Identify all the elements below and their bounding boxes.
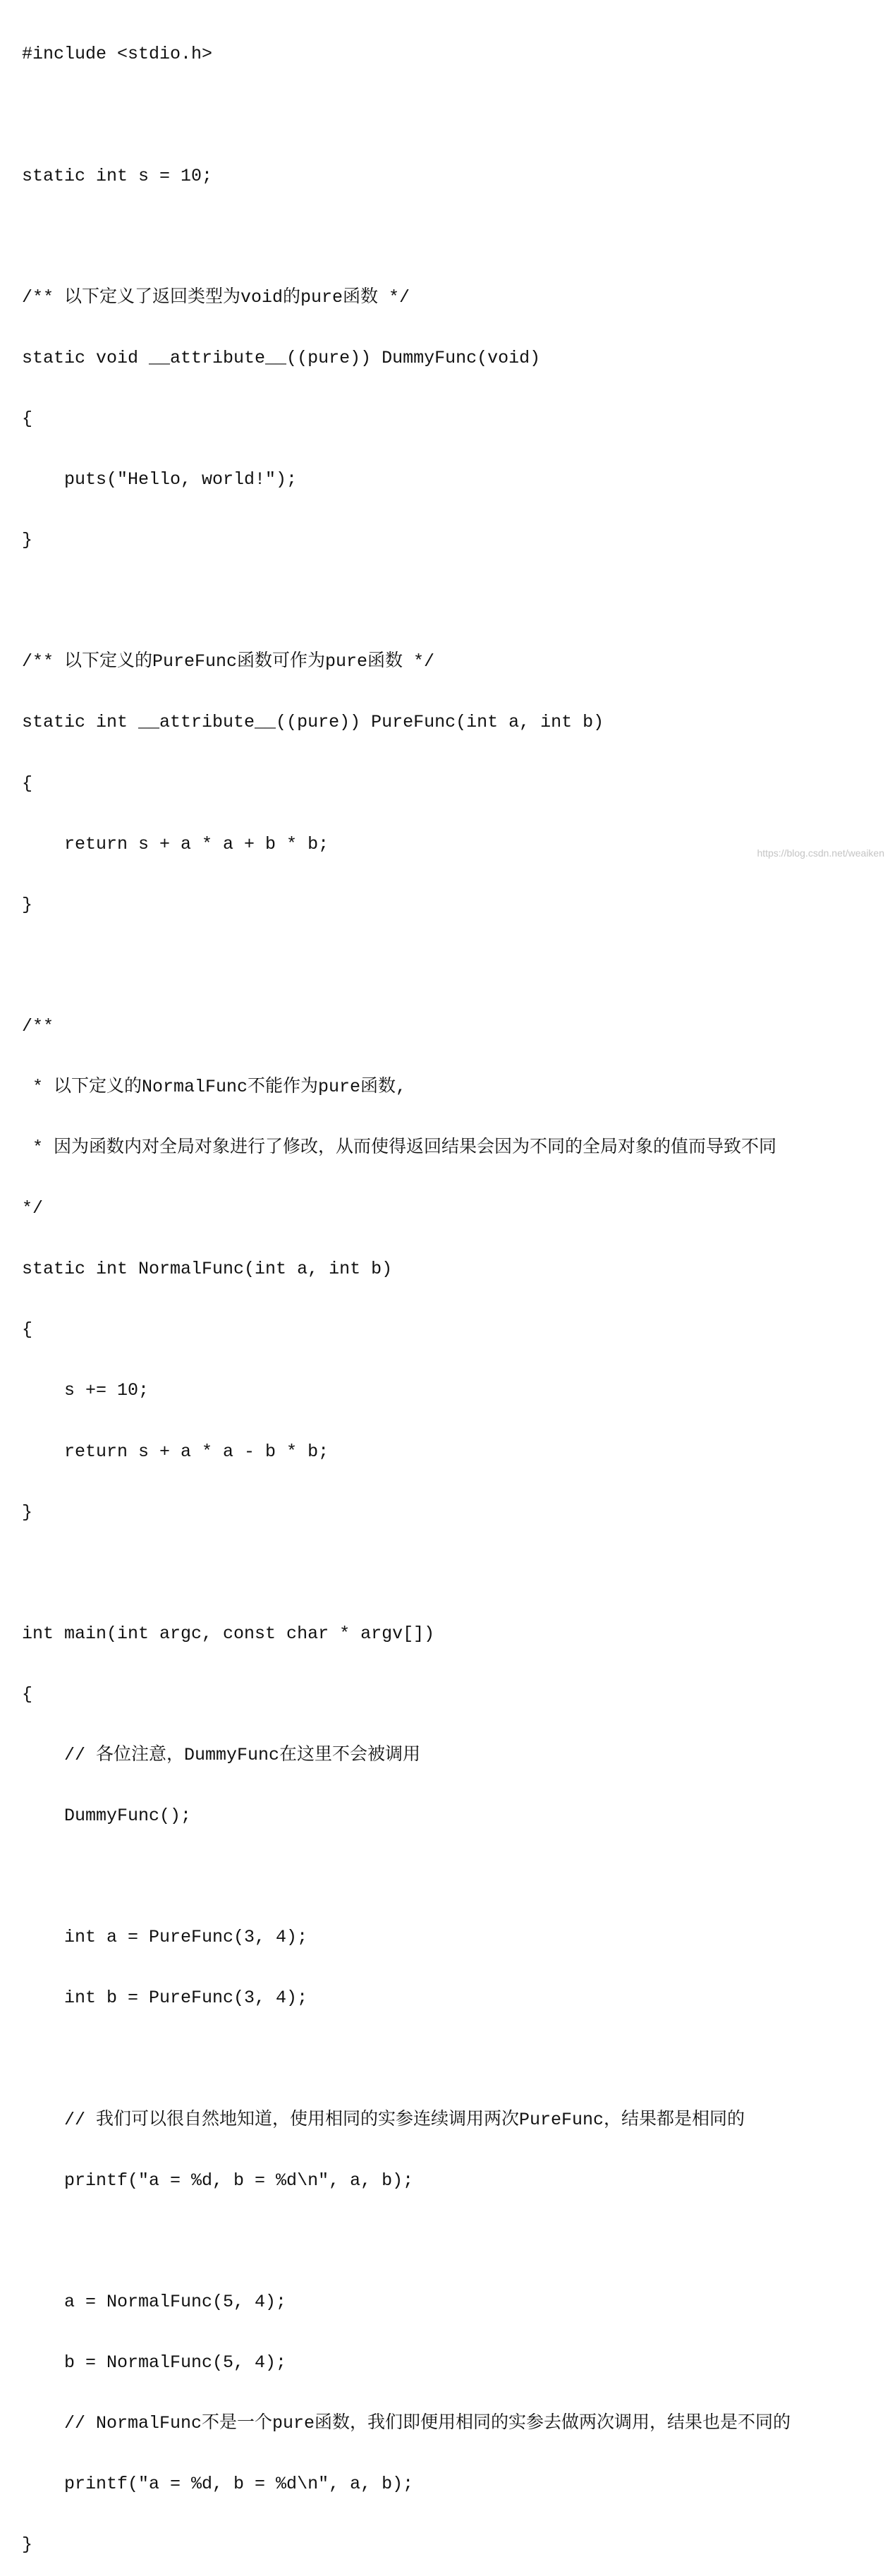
code-line: #include <stdio.h> xyxy=(22,44,213,65)
code-line: /** 以下定义的PureFunc函数可作为pure函数 */ xyxy=(22,651,435,672)
code-line: } xyxy=(22,2534,33,2556)
code-line: a = NormalFunc(5, 4); xyxy=(22,2291,287,2312)
code-line: /** 以下定义了返回类型为void的pure函数 */ xyxy=(22,286,410,308)
code-line xyxy=(22,591,791,612)
code-line: // 我们可以很自然地知道，使用相同的实参连续调用两次PureFunc，结果都是相同的 xyxy=(22,2109,745,2130)
code-line: } xyxy=(22,1501,33,1523)
code-line: int a = PureFunc(3, 4); xyxy=(22,1927,308,1948)
code-line: // 各位注意，DummyFunc在这里不会被调用 xyxy=(22,1745,421,1766)
code-line xyxy=(22,106,791,126)
code-line: static void __attribute__((pure)) DummyFunc(void) xyxy=(22,347,541,368)
code-line: return s + a * a - b * b; xyxy=(22,1441,329,1462)
code-line: s += 10; xyxy=(22,1380,150,1401)
code-line: static int NormalFunc(int a, int b) xyxy=(22,1259,393,1280)
code-line xyxy=(22,2232,791,2252)
code-line: return s + a * a + b * b; xyxy=(22,833,329,854)
code-line: // NormalFunc不是一个pure函数，我们即便用相同的实参去做两次调用，结果也是不同的 xyxy=(22,2413,791,2434)
code-line xyxy=(22,956,791,976)
code-line xyxy=(22,227,791,248)
code-line xyxy=(22,1867,791,1887)
code-line: static int s = 10; xyxy=(22,165,213,186)
code-line: { xyxy=(22,1319,33,1341)
code-line: * 因为函数内对全局对象进行了修改，从而使得返回结果会因为不同的全局对象的值而导致不同 xyxy=(22,1137,777,1159)
code-line xyxy=(22,2050,791,2070)
code-line: puts("Hello, world!"); xyxy=(22,469,298,490)
watermark: https://blog.csdn.net/weaiken xyxy=(757,847,884,859)
code-line: printf("a = %d, b = %d\n", a, b); xyxy=(22,2170,414,2191)
code-line: int main(int argc, const char * argv[]) xyxy=(22,1623,435,1644)
code-line: */ xyxy=(22,1198,44,1219)
code-line: DummyFunc(); xyxy=(22,1806,192,1827)
code-line: int b = PureFunc(3, 4); xyxy=(22,1988,308,2009)
code-line: { xyxy=(22,408,33,429)
code-line: /** xyxy=(22,1015,54,1036)
code-line: * 以下定义的NormalFunc不能作为pure函数, xyxy=(22,1077,407,1097)
code-line: printf("a = %d, b = %d\n", a, b); xyxy=(22,2474,414,2495)
code-line: { xyxy=(22,1683,33,1705)
code-line: } xyxy=(22,894,33,915)
code-line: } xyxy=(22,530,33,551)
code-block xyxy=(22,4,791,2576)
code-line: b = NormalFunc(5, 4); xyxy=(22,2352,287,2373)
code-line xyxy=(22,1564,791,1584)
code-line: static int __attribute__((pure)) PureFunc(int a, int b) xyxy=(22,712,604,733)
code-line: { xyxy=(22,773,33,794)
